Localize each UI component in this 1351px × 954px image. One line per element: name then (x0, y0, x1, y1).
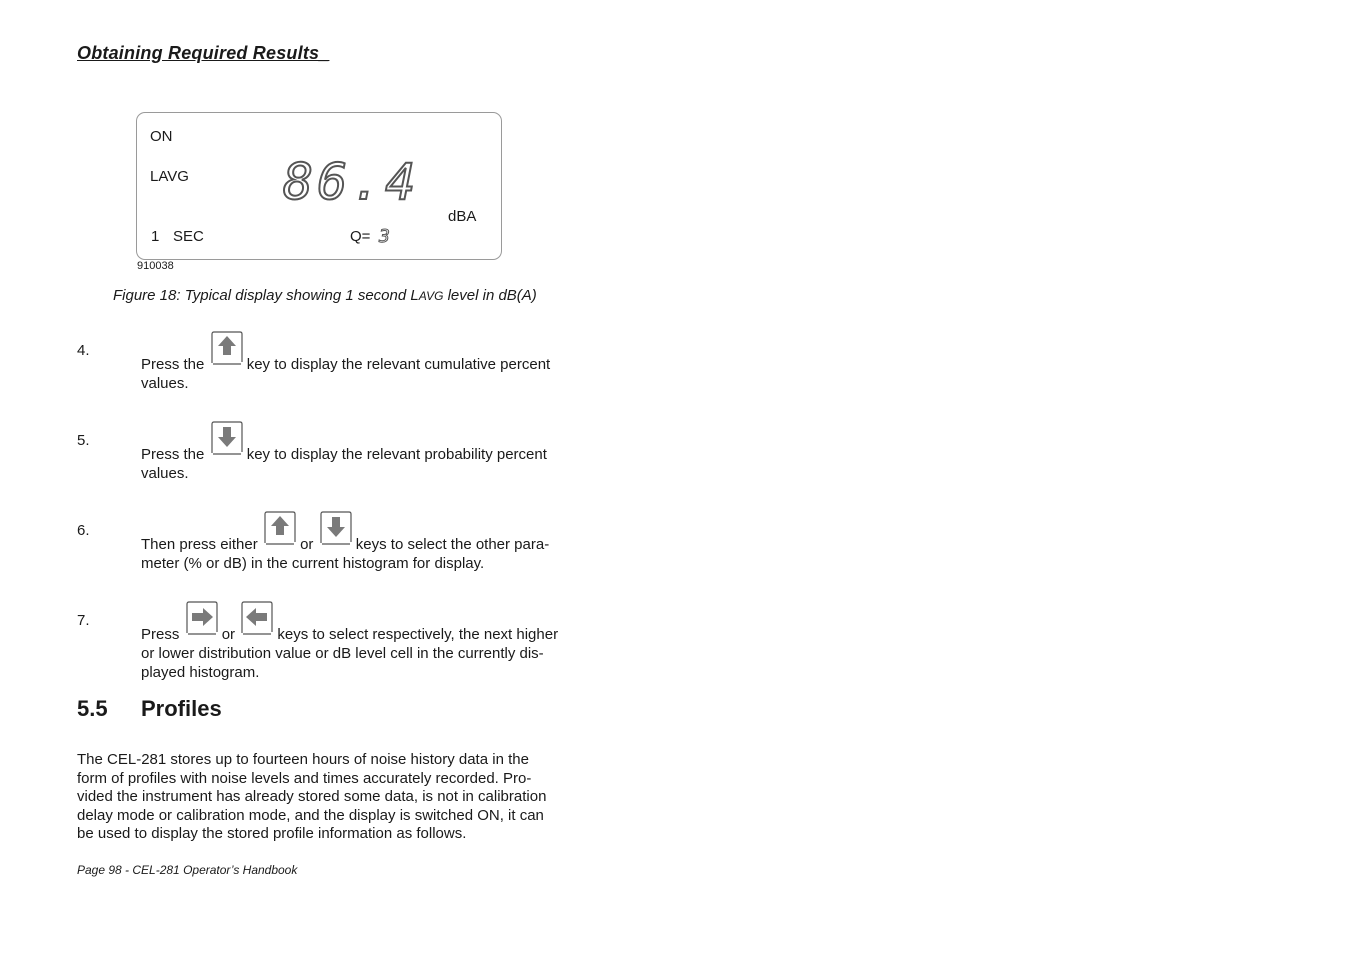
caption-text: Figure 18: Typical display showing 1 second L (113, 287, 419, 304)
page-header: Obtaining Required Results_ (77, 43, 330, 63)
paragraph-line: The CEL-281 stores up to fourteen hours of noise history data in the (77, 751, 529, 768)
section-title: Profiles (141, 696, 222, 721)
left-arrow-key-icon (240, 601, 272, 633)
lcd-reading: 86.4 (283, 153, 420, 211)
step-text: Press (141, 626, 180, 643)
step-text: keys to select the other para- (355, 536, 550, 553)
section-number: 5.5 (77, 696, 108, 721)
step-text: key to display the relevant cumulative percent (246, 356, 551, 373)
step-number: 6. (77, 522, 90, 539)
lcd-q-value: 3 (379, 226, 390, 247)
lcd-unit: dBA (448, 208, 477, 225)
step-text: values. (141, 375, 189, 392)
paragraph-line: form of profiles with noise levels and times accurately recorded. Pro- (77, 769, 532, 787)
step-text: or lower distribution value or dB level cell in the currently dis- (141, 645, 544, 662)
figure-caption (113, 287, 537, 304)
step-number: 5. (77, 432, 90, 449)
step-text: values. (141, 465, 189, 482)
step-number: 4. (77, 342, 90, 359)
step-body (141, 521, 591, 573)
step-number: 7. (77, 612, 90, 629)
up-arrow-key-icon (210, 331, 242, 363)
caption-subscript: AVG (418, 289, 444, 303)
body-paragraph (77, 751, 587, 844)
page-footer: Page 98 - CEL-281 Operator’s Handbook (77, 863, 298, 877)
paragraph-line: delay mode or calibration mode, and the display is switched ON, it can (77, 806, 544, 824)
lcd-q-label: Q= (350, 228, 371, 245)
step-text: meter (% or dB) in the current histogram for display. (141, 555, 485, 572)
step-text: Press the (141, 446, 205, 463)
step-text: Press the (141, 356, 205, 373)
lcd-interval-unit: SEC (173, 228, 204, 245)
lcd-interval-number: 1 (151, 228, 160, 245)
caption-text-end: level in dB(A) (443, 287, 537, 304)
step-text: Then press either (141, 536, 258, 553)
lcd-display-figure (136, 112, 502, 260)
step-body (141, 431, 591, 483)
step-body (141, 611, 591, 682)
down-arrow-key-icon (319, 511, 351, 543)
section-heading (77, 696, 222, 722)
up-arrow-key-icon (263, 511, 295, 543)
paragraph-line: be used to display the stored profile information as follows. (77, 825, 467, 843)
right-arrow-key-icon (185, 601, 217, 633)
down-arrow-key-icon (210, 421, 242, 453)
step-body (141, 341, 591, 393)
step-text: keys to select respectively, the next higher (277, 626, 559, 643)
paragraph-line: vided the instrument has already stored some data, is not in calibration (77, 788, 547, 806)
lcd-on-indicator: ON (150, 128, 173, 145)
figure-id: 910038 (137, 260, 174, 272)
lcd-mode-label: LAVG (150, 168, 189, 185)
step-text: or (300, 536, 314, 553)
step-text: or (221, 626, 236, 643)
step-text: key to display the relevant probability percent (246, 446, 547, 463)
step-text: played histogram. (141, 664, 260, 681)
